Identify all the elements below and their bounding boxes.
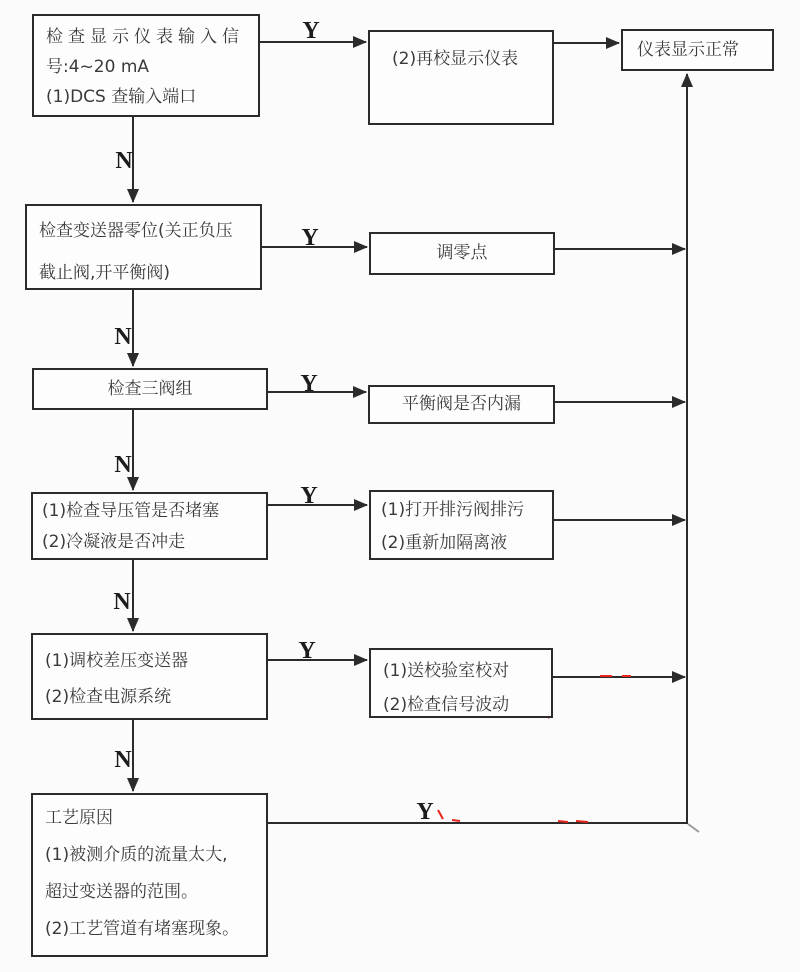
node-lab-calibration <box>369 648 553 718</box>
node-text: (2)检查电源系统 <box>45 687 172 707</box>
node-text: 调零点 <box>436 243 488 264</box>
node-text: (1)打开排污阀排污 <box>381 500 525 520</box>
label-no-3: N <box>114 452 132 478</box>
node-text: (1)被测介质的流量太大, <box>45 845 228 865</box>
node-text: (2)冷凝液是否冲走 <box>42 532 186 552</box>
node-text: (2)检查信号波动 <box>383 695 510 715</box>
node-display-normal <box>621 29 774 71</box>
node-balance-valve-leak <box>368 385 555 424</box>
label-no-5: N <box>114 747 132 773</box>
node-text: 仪表显示正常 <box>637 39 739 60</box>
corner-artifact <box>688 824 699 832</box>
label-no-2: N <box>114 324 132 350</box>
node-text: 工艺原因 <box>45 808 113 828</box>
node-text: (1)DCS 查输入端口 <box>46 87 197 107</box>
node-check-transmitter-zero <box>25 204 262 290</box>
label-yes-4: Y <box>300 483 318 509</box>
node-check-impulse-pipes <box>31 492 268 560</box>
label-yes-5: Y <box>298 638 316 664</box>
node-calibrate-dp-transmitter <box>31 633 268 720</box>
node-check-display-input <box>32 14 260 117</box>
node-process-cause <box>31 793 268 957</box>
node-recalibrate-display <box>368 30 554 125</box>
node-adjust-zero <box>369 232 555 275</box>
red-artifact <box>438 810 443 819</box>
node-text: 检查显示仪表输入信 <box>46 27 244 47</box>
label-yes-2: Y <box>301 225 319 251</box>
node-text: 检查变送器零位(关正负压 <box>39 221 233 241</box>
node-open-drain-valve <box>369 490 554 560</box>
node-text: (2)再校显示仪表 <box>392 49 519 69</box>
node-text: (1)送校验室校对 <box>383 661 510 681</box>
node-text: 号:4~20 mA <box>46 57 150 77</box>
node-text: 超过变送器的范围。 <box>45 882 198 902</box>
node-check-three-valve-group <box>32 368 268 410</box>
label-no-1: N <box>115 148 133 174</box>
label-yes-3: Y <box>300 371 318 397</box>
node-text: (2)工艺管道有堵塞现象。 <box>45 919 240 939</box>
red-artifact <box>452 820 460 821</box>
node-text: (2)重新加隔离液 <box>381 533 508 553</box>
node-text: 平衡阀是否内漏 <box>402 394 521 415</box>
node-text: 截止阀,开平衡阀) <box>39 263 171 283</box>
label-yes-bottom: Y <box>416 799 434 825</box>
node-text: (1)调校差压变送器 <box>45 651 189 671</box>
node-text: (1)检查导压管是否堵塞 <box>42 501 220 521</box>
label-no-4: N <box>113 589 131 615</box>
red-artifact <box>558 821 588 822</box>
node-text: 检查三阀组 <box>107 378 193 399</box>
label-yes-1: Y <box>302 18 320 44</box>
